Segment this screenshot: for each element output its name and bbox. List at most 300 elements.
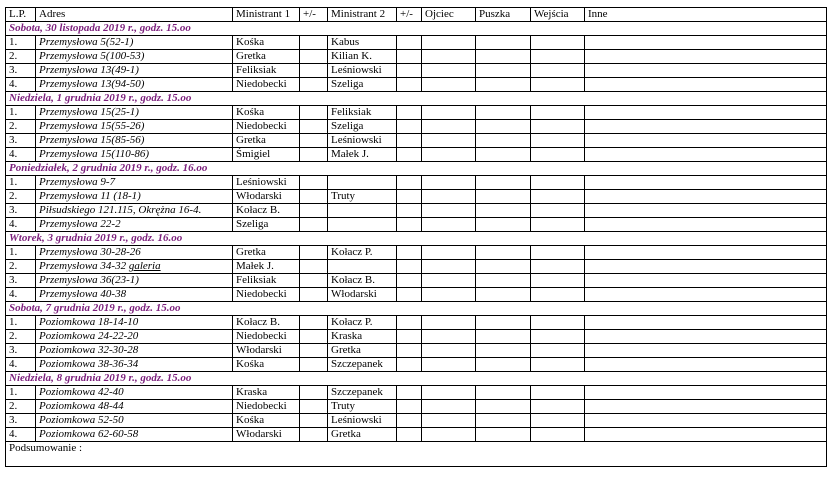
- cell-ministrant-2: [328, 218, 397, 232]
- cell-priest: [422, 260, 476, 274]
- address-text: Przemysłowa 9-7: [39, 176, 116, 188]
- cell-lp: 1.: [6, 36, 36, 50]
- cell-ministrant-2: Kołacz B.: [328, 274, 397, 288]
- cell-entries: [531, 36, 585, 50]
- cell-ministrant-2: Kołacz P.: [328, 246, 397, 260]
- cell-priest: [422, 134, 476, 148]
- cell-entries: [531, 400, 585, 414]
- cell-lp: 4.: [6, 78, 36, 92]
- cell-entries: [531, 106, 585, 120]
- cell-entries: [531, 288, 585, 302]
- cell-priest: [422, 106, 476, 120]
- cell-priest: [422, 344, 476, 358]
- table-row: [6, 106, 827, 120]
- cell-entries: [531, 78, 585, 92]
- table-row: [6, 50, 827, 64]
- cell-priest: [422, 218, 476, 232]
- cell-other: [585, 134, 827, 148]
- cell-plus-minus-1: [300, 330, 328, 344]
- cell-lp: 4.: [6, 218, 36, 232]
- address-text: Przemysłowa 36(23-1): [39, 274, 139, 286]
- address-text: Poziomkowa 42-40: [39, 386, 124, 398]
- cell-plus-minus-2: [397, 428, 422, 442]
- cell-priest: [422, 50, 476, 64]
- cell-lp: 3.: [6, 134, 36, 148]
- cell-lp: 4.: [6, 428, 36, 442]
- cell-other: [585, 190, 827, 204]
- cell-ministrant-2: Kabus: [328, 36, 397, 50]
- header-box: Puszka: [476, 8, 531, 22]
- cell-ministrant-1: Małek J.: [233, 260, 300, 274]
- cell-box: [476, 344, 531, 358]
- section-title: Poniedziałek, 2 grudnia 2019 r., godz. 16.oo: [6, 162, 827, 176]
- cell-other: [585, 36, 827, 50]
- cell-plus-minus-1: [300, 358, 328, 372]
- cell-box: [476, 148, 531, 162]
- section-title: Niedziela, 8 grudnia 2019 r., godz. 15.oo: [6, 372, 827, 386]
- cell-ministrant-2: Szeliga: [328, 78, 397, 92]
- cell-plus-minus-1: [300, 176, 328, 190]
- cell-ministrant-1: Gretka: [233, 50, 300, 64]
- section-header-row: [6, 372, 827, 386]
- cell-address: [36, 64, 233, 78]
- cell-priest: [422, 148, 476, 162]
- header-lp: L.P.: [6, 8, 36, 22]
- cell-lp: 3.: [6, 64, 36, 78]
- cell-ministrant-1: Niedobecki: [233, 400, 300, 414]
- cell-ministrant-2: Leśniowski: [328, 134, 397, 148]
- cell-address: [36, 358, 233, 372]
- schedule-table: [5, 7, 827, 467]
- section-header-row: [6, 302, 827, 316]
- table-row: [6, 414, 827, 428]
- cell-priest: [422, 428, 476, 442]
- cell-plus-minus-2: [397, 358, 422, 372]
- cell-entries: [531, 274, 585, 288]
- cell-other: [585, 204, 827, 218]
- cell-other: [585, 428, 827, 442]
- cell-box: [476, 120, 531, 134]
- section-title: Niedziela, 1 grudnia 2019 r., godz. 15.oo: [6, 92, 827, 106]
- address-text: Przemysłowa 13(94-50): [39, 78, 145, 90]
- header-other: Inne: [585, 8, 827, 22]
- cell-priest: [422, 120, 476, 134]
- section-title: Wtorek, 3 grudnia 2019 r., godz. 16.oo: [6, 232, 827, 246]
- cell-priest: [422, 36, 476, 50]
- cell-plus-minus-2: [397, 400, 422, 414]
- cell-other: [585, 386, 827, 400]
- cell-entries: [531, 176, 585, 190]
- cell-box: [476, 274, 531, 288]
- cell-address: [36, 400, 233, 414]
- cell-box: [476, 218, 531, 232]
- cell-lp: 2.: [6, 330, 36, 344]
- cell-ministrant-1: Śmigiel: [233, 148, 300, 162]
- cell-plus-minus-2: [397, 330, 422, 344]
- cell-plus-minus-2: [397, 120, 422, 134]
- cell-priest: [422, 330, 476, 344]
- header-ministrant-1: Ministrant 1: [233, 8, 300, 22]
- table-row: [6, 218, 827, 232]
- header-entries: Wejścia: [531, 8, 585, 22]
- cell-lp: 1.: [6, 246, 36, 260]
- cell-ministrant-1: Kołacz B.: [233, 316, 300, 330]
- cell-entries: [531, 414, 585, 428]
- cell-ministrant-1: Kołacz B.: [233, 204, 300, 218]
- cell-entries: [531, 204, 585, 218]
- section-title: Sobota, 7 grudnia 2019 r., godz. 15.oo: [6, 302, 827, 316]
- cell-other: [585, 414, 827, 428]
- cell-address: [36, 120, 233, 134]
- cell-entries: [531, 260, 585, 274]
- cell-box: [476, 400, 531, 414]
- table-row: [6, 358, 827, 372]
- address-text: Poziomkowa 48-44: [39, 400, 124, 412]
- cell-ministrant-2: Leśniowski: [328, 414, 397, 428]
- cell-other: [585, 344, 827, 358]
- cell-priest: [422, 288, 476, 302]
- address-text: Przemysłowa 34-32: [39, 260, 127, 272]
- table-row: [6, 134, 827, 148]
- cell-plus-minus-1: [300, 36, 328, 50]
- cell-plus-minus-2: [397, 414, 422, 428]
- table-row: [6, 148, 827, 162]
- cell-lp: 4.: [6, 288, 36, 302]
- section-header-row: [6, 22, 827, 36]
- section-title: Sobota, 30 listopada 2019 r., godz. 15.oo: [6, 22, 827, 36]
- cell-plus-minus-2: [397, 218, 422, 232]
- cell-box: [476, 106, 531, 120]
- cell-box: [476, 134, 531, 148]
- cell-priest: [422, 274, 476, 288]
- cell-other: [585, 50, 827, 64]
- cell-other: [585, 330, 827, 344]
- cell-plus-minus-1: [300, 218, 328, 232]
- cell-plus-minus-1: [300, 400, 328, 414]
- cell-priest: [422, 204, 476, 218]
- cell-entries: [531, 330, 585, 344]
- summary-row: [6, 442, 827, 467]
- table-row: [6, 316, 827, 330]
- cell-ministrant-2: Szczepanek: [328, 358, 397, 372]
- cell-address: [36, 274, 233, 288]
- address-text: Przemysłowa 30-28-26: [39, 246, 141, 258]
- table-row: [6, 64, 827, 78]
- cell-plus-minus-1: [300, 260, 328, 274]
- cell-plus-minus-1: [300, 274, 328, 288]
- cell-box: [476, 190, 531, 204]
- cell-entries: [531, 120, 585, 134]
- cell-ministrant-2: Truty: [328, 400, 397, 414]
- cell-priest: [422, 400, 476, 414]
- cell-plus-minus-2: [397, 316, 422, 330]
- cell-plus-minus-2: [397, 344, 422, 358]
- cell-plus-minus-1: [300, 134, 328, 148]
- cell-entries: [531, 246, 585, 260]
- table-row: [6, 190, 827, 204]
- cell-ministrant-2: Gretka: [328, 428, 397, 442]
- header-plus-minus-2: +/-: [397, 8, 422, 22]
- cell-plus-minus-1: [300, 344, 328, 358]
- cell-priest: [422, 246, 476, 260]
- cell-address: [36, 386, 233, 400]
- table-row: [6, 386, 827, 400]
- cell-ministrant-1: Niedobecki: [233, 78, 300, 92]
- cell-lp: 2.: [6, 120, 36, 134]
- cell-priest: [422, 190, 476, 204]
- cell-plus-minus-1: [300, 190, 328, 204]
- cell-ministrant-2: Gretka: [328, 344, 397, 358]
- cell-plus-minus-2: [397, 190, 422, 204]
- cell-other: [585, 260, 827, 274]
- cell-priest: [422, 64, 476, 78]
- cell-box: [476, 414, 531, 428]
- cell-lp: 2.: [6, 400, 36, 414]
- cell-entries: [531, 134, 585, 148]
- cell-ministrant-1: Gretka: [233, 246, 300, 260]
- cell-plus-minus-2: [397, 176, 422, 190]
- cell-priest: [422, 358, 476, 372]
- cell-lp: 3.: [6, 414, 36, 428]
- cell-plus-minus-1: [300, 120, 328, 134]
- table-row: [6, 274, 827, 288]
- cell-lp: 3.: [6, 274, 36, 288]
- cell-entries: [531, 218, 585, 232]
- cell-ministrant-2: Truty: [328, 190, 397, 204]
- cell-other: [585, 78, 827, 92]
- cell-entries: [531, 148, 585, 162]
- header-row: [6, 8, 827, 22]
- cell-address: [36, 190, 233, 204]
- cell-box: [476, 386, 531, 400]
- cell-other: [585, 64, 827, 78]
- cell-ministrant-1: Niedobecki: [233, 120, 300, 134]
- cell-lp: 2.: [6, 260, 36, 274]
- cell-plus-minus-2: [397, 204, 422, 218]
- cell-other: [585, 316, 827, 330]
- cell-entries: [531, 190, 585, 204]
- header-priest: Ojciec: [422, 8, 476, 22]
- cell-box: [476, 176, 531, 190]
- cell-box: [476, 246, 531, 260]
- cell-ministrant-1: Kośka: [233, 414, 300, 428]
- address-text: Przemysłowa 22-2: [39, 218, 121, 230]
- cell-box: [476, 358, 531, 372]
- table-row: [6, 78, 827, 92]
- cell-ministrant-1: Włodarski: [233, 344, 300, 358]
- cell-lp: 2.: [6, 50, 36, 64]
- address-text: Przemysłowa 15(110-86): [39, 148, 150, 160]
- cell-ministrant-2: [328, 176, 397, 190]
- cell-ministrant-1: Kośka: [233, 358, 300, 372]
- address-text: Przemysłowa 15(55-26): [39, 120, 145, 132]
- section-header-row: [6, 162, 827, 176]
- cell-priest: [422, 414, 476, 428]
- cell-priest: [422, 78, 476, 92]
- cell-ministrant-1: Niedobecki: [233, 288, 300, 302]
- cell-plus-minus-2: [397, 274, 422, 288]
- cell-other: [585, 400, 827, 414]
- cell-address: [36, 428, 233, 442]
- cell-priest: [422, 176, 476, 190]
- address-text: Poziomkowa 24-22-20: [39, 330, 139, 342]
- cell-plus-minus-2: [397, 246, 422, 260]
- cell-address: [36, 50, 233, 64]
- cell-address: [36, 204, 233, 218]
- cell-entries: [531, 386, 585, 400]
- header-address: Adres: [36, 8, 233, 22]
- cell-ministrant-1: Leśniowski: [233, 176, 300, 190]
- cell-ministrant-2: Kraska: [328, 330, 397, 344]
- cell-address: [36, 218, 233, 232]
- cell-box: [476, 288, 531, 302]
- cell-ministrant-1: Feliksiak: [233, 274, 300, 288]
- cell-lp: 4.: [6, 358, 36, 372]
- cell-address: [36, 148, 233, 162]
- address-text: Przemysłowa 11 (18-1): [39, 190, 141, 202]
- address-text: Poziomkowa 62-60-58: [39, 428, 139, 440]
- section-header-row: [6, 92, 827, 106]
- cell-address: [36, 288, 233, 302]
- cell-ministrant-1: Włodarski: [233, 190, 300, 204]
- cell-ministrant-1: Kośka: [233, 36, 300, 50]
- cell-ministrant-1: Kośka: [233, 106, 300, 120]
- cell-box: [476, 316, 531, 330]
- address-text: Poziomkowa 32-30-28: [39, 344, 139, 356]
- cell-ministrant-2: [328, 260, 397, 274]
- cell-entries: [531, 428, 585, 442]
- cell-lp: 3.: [6, 204, 36, 218]
- cell-lp: 1.: [6, 106, 36, 120]
- schedule-body: [6, 8, 827, 467]
- address-text: Przemysłowa 5(52-1): [39, 36, 134, 48]
- cell-entries: [531, 358, 585, 372]
- cell-box: [476, 36, 531, 50]
- cell-plus-minus-2: [397, 288, 422, 302]
- cell-lp: 3.: [6, 344, 36, 358]
- cell-plus-minus-1: [300, 78, 328, 92]
- cell-plus-minus-1: [300, 386, 328, 400]
- cell-entries: [531, 316, 585, 330]
- cell-other: [585, 176, 827, 190]
- cell-other: [585, 120, 827, 134]
- cell-box: [476, 78, 531, 92]
- table-row: [6, 400, 827, 414]
- cell-lp: 2.: [6, 190, 36, 204]
- cell-entries: [531, 344, 585, 358]
- cell-lp: 1.: [6, 316, 36, 330]
- address-text: Przemysłowa 15(25-1): [39, 106, 139, 118]
- cell-other: [585, 288, 827, 302]
- header-ministrant-2: Ministrant 2: [328, 8, 397, 22]
- cell-plus-minus-1: [300, 288, 328, 302]
- cell-plus-minus-2: [397, 36, 422, 50]
- cell-plus-minus-1: [300, 414, 328, 428]
- cell-plus-minus-2: [397, 386, 422, 400]
- cell-plus-minus-2: [397, 78, 422, 92]
- cell-plus-minus-1: [300, 50, 328, 64]
- cell-address: [36, 106, 233, 120]
- cell-box: [476, 260, 531, 274]
- cell-ministrant-2: Szczepanek: [328, 386, 397, 400]
- cell-plus-minus-2: [397, 260, 422, 274]
- cell-ministrant-2: Leśniowski: [328, 64, 397, 78]
- cell-plus-minus-2: [397, 148, 422, 162]
- cell-ministrant-2: Szeliga: [328, 120, 397, 134]
- cell-ministrant-1: Gretka: [233, 134, 300, 148]
- address-text: Poziomkowa 38-36-34: [39, 358, 139, 370]
- cell-ministrant-1: Włodarski: [233, 428, 300, 442]
- table-row: [6, 120, 827, 134]
- cell-ministrant-1: Niedobecki: [233, 330, 300, 344]
- cell-ministrant-2: [328, 204, 397, 218]
- cell-other: [585, 358, 827, 372]
- address-text: Przemysłowa 40-38: [39, 288, 127, 300]
- summary-label: Podsumowanie :: [6, 442, 827, 467]
- cell-plus-minus-2: [397, 64, 422, 78]
- cell-box: [476, 428, 531, 442]
- table-row: [6, 36, 827, 50]
- cell-lp: 4.: [6, 148, 36, 162]
- address-text: Przemysłowa 13(49-1): [39, 64, 139, 76]
- cell-plus-minus-1: [300, 204, 328, 218]
- cell-plus-minus-2: [397, 50, 422, 64]
- cell-priest: [422, 386, 476, 400]
- table-row: [6, 176, 827, 190]
- cell-plus-minus-1: [300, 428, 328, 442]
- cell-address: [36, 36, 233, 50]
- cell-box: [476, 64, 531, 78]
- cell-other: [585, 274, 827, 288]
- cell-lp: 1.: [6, 176, 36, 190]
- address-text: Przemysłowa 15(85-56): [39, 134, 145, 146]
- section-header-row: [6, 232, 827, 246]
- table-row: [6, 204, 827, 218]
- cell-ministrant-2: Kilian K.: [328, 50, 397, 64]
- table-row: [6, 344, 827, 358]
- cell-ministrant-2: Kołacz P.: [328, 316, 397, 330]
- address-text: Poziomkowa 18-14-10: [39, 316, 139, 328]
- cell-address: [36, 260, 233, 274]
- cell-lp: 1.: [6, 386, 36, 400]
- table-row: [6, 260, 827, 274]
- cell-other: [585, 246, 827, 260]
- cell-address: [36, 78, 233, 92]
- cell-plus-minus-1: [300, 106, 328, 120]
- cell-plus-minus-2: [397, 106, 422, 120]
- address-text: Poziomkowa 52-50: [39, 414, 124, 426]
- cell-ministrant-2: Feliksiak: [328, 106, 397, 120]
- cell-ministrant-1: Kraska: [233, 386, 300, 400]
- cell-address: [36, 344, 233, 358]
- cell-address: [36, 176, 233, 190]
- cell-priest: [422, 316, 476, 330]
- address-note: galeria: [128, 260, 161, 272]
- cell-address: [36, 330, 233, 344]
- cell-entries: [531, 50, 585, 64]
- cell-other: [585, 218, 827, 232]
- table-row: [6, 246, 827, 260]
- table-row: [6, 330, 827, 344]
- table-row: [6, 428, 827, 442]
- cell-address: [36, 134, 233, 148]
- cell-address: [36, 316, 233, 330]
- cell-plus-minus-1: [300, 246, 328, 260]
- cell-other: [585, 148, 827, 162]
- cell-box: [476, 204, 531, 218]
- cell-ministrant-1: Feliksiak: [233, 64, 300, 78]
- table-row: [6, 288, 827, 302]
